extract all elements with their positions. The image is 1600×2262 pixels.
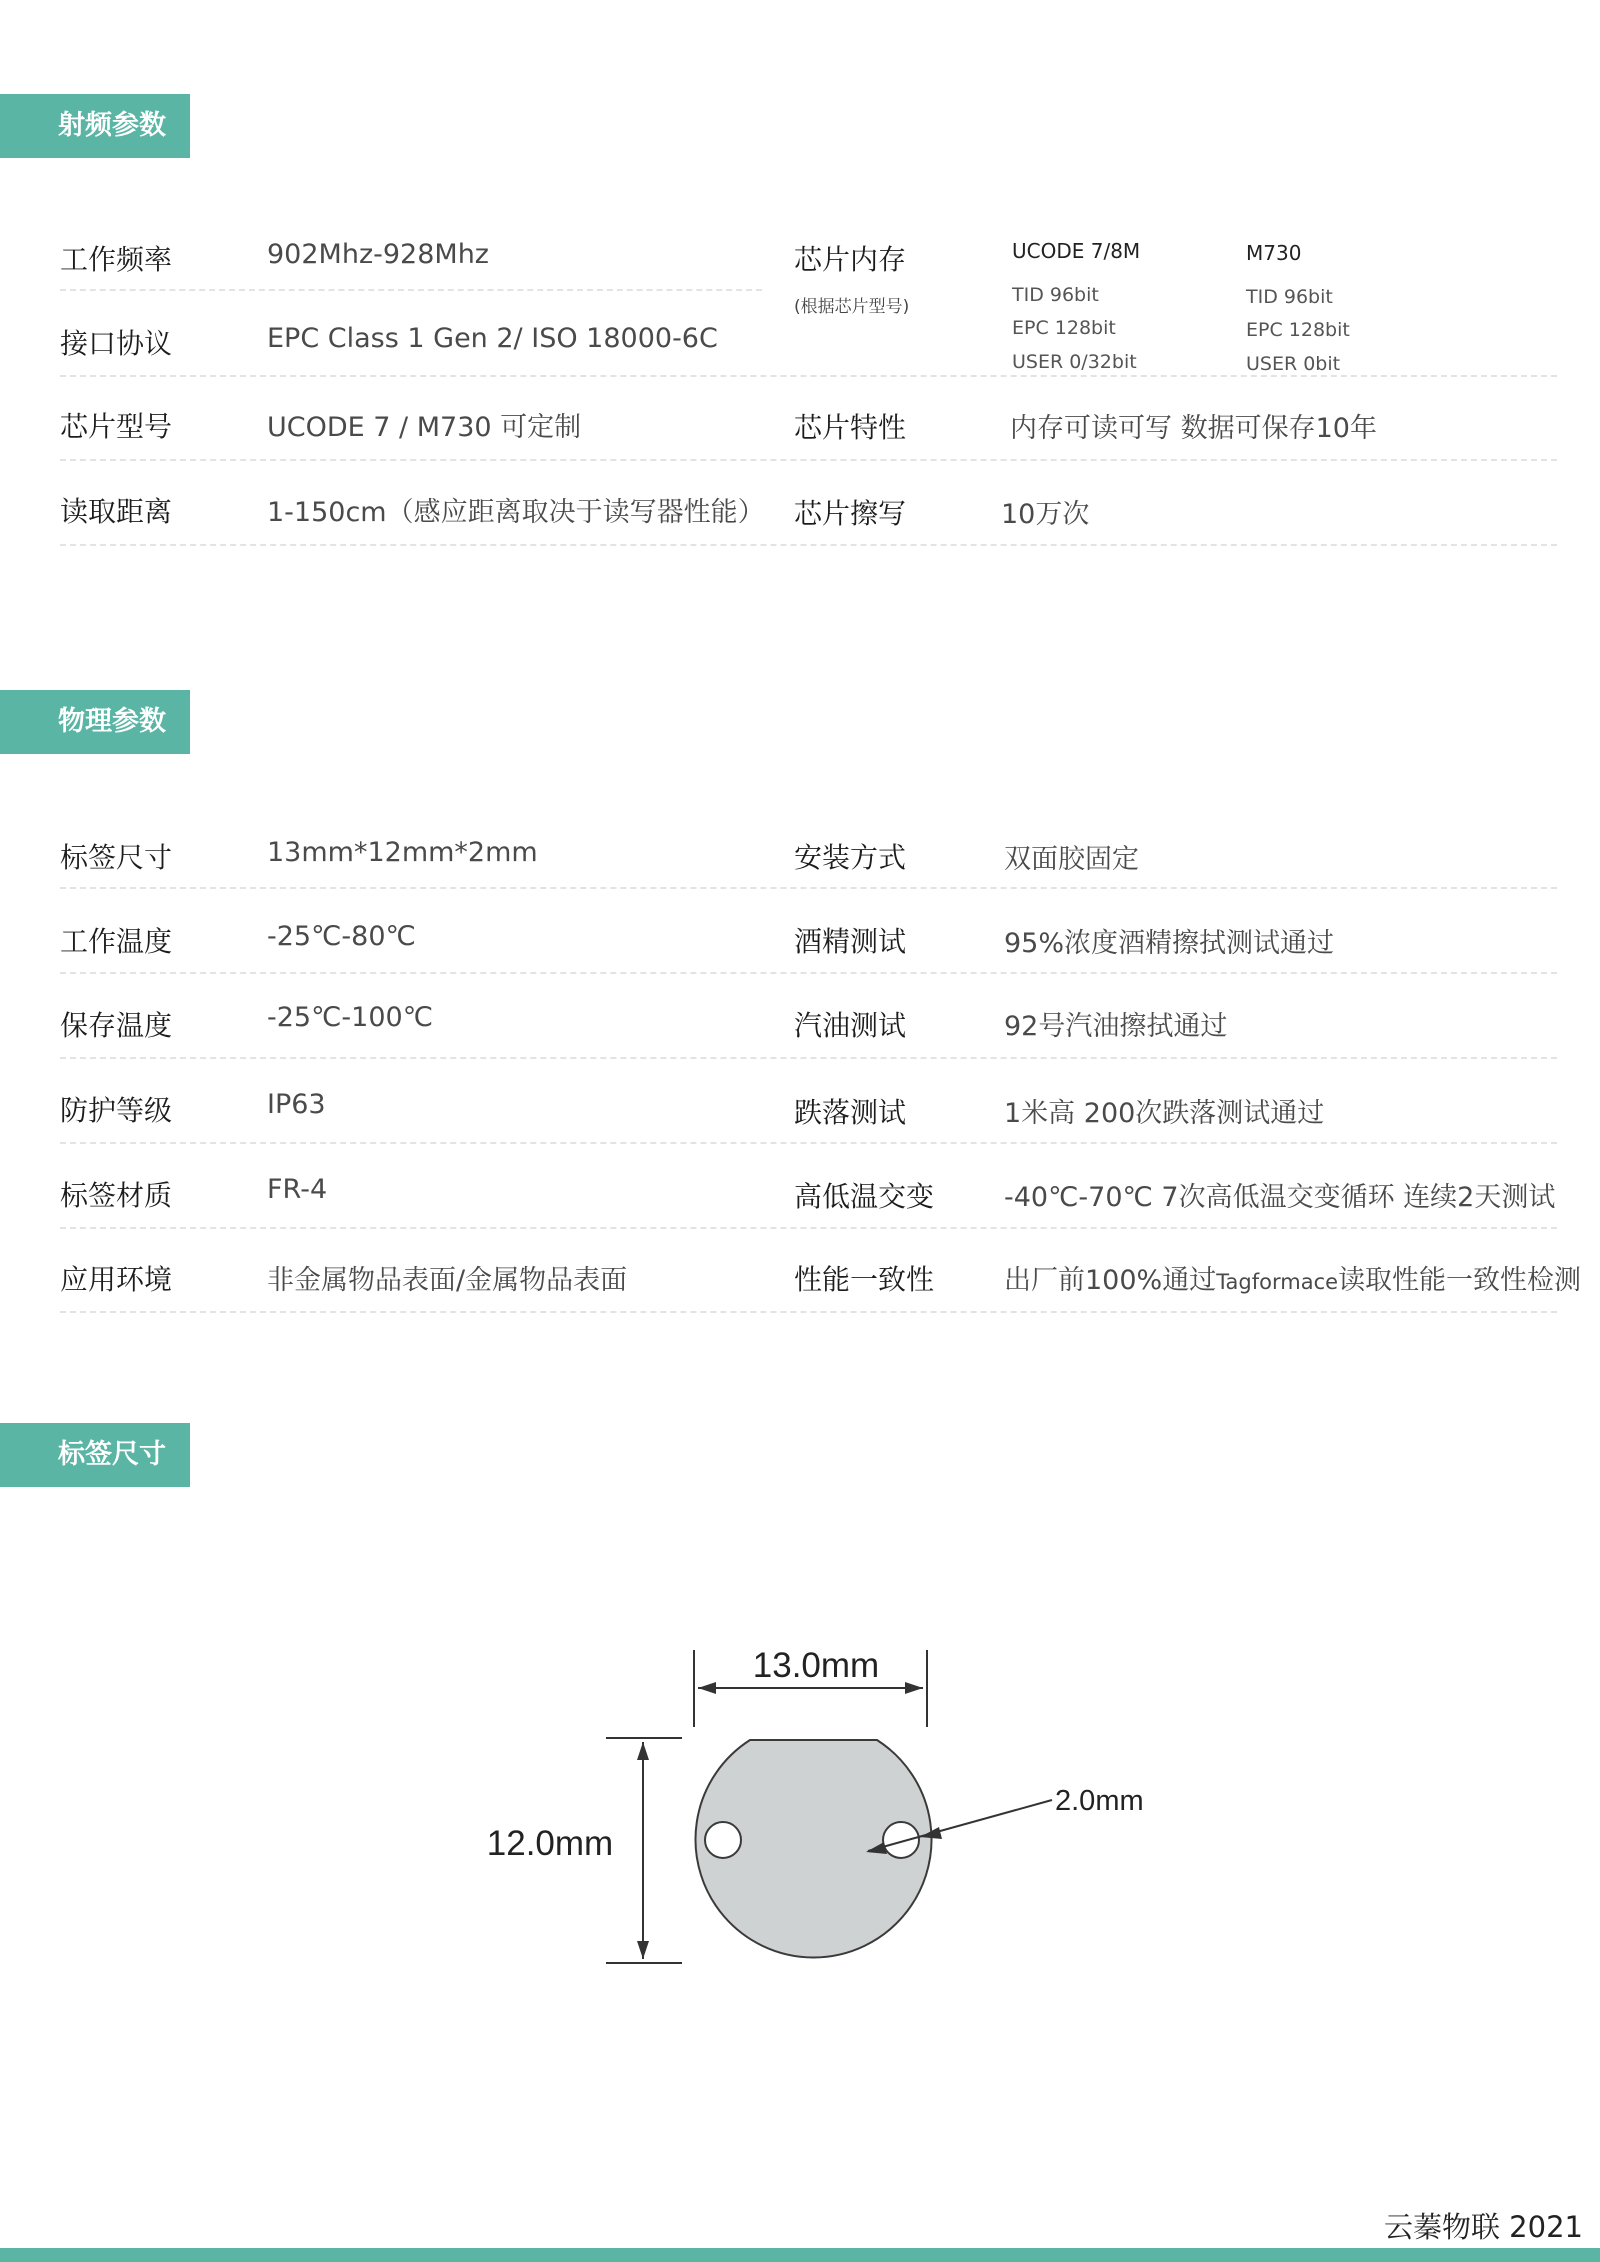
- rf-erase-value: 10万次: [1001, 499, 1090, 530]
- rf-erase-label: 芯片擦写: [794, 497, 907, 530]
- hole-right: [883, 1822, 919, 1858]
- height-label: 12.0mm: [486, 1824, 614, 1863]
- rf-memory-label: 芯片内存: [794, 243, 907, 276]
- rf-chip-model-label: 芯片型号: [60, 410, 173, 443]
- phys-temp-cycle-value: -40℃-70℃ 7次高低温交变循环 连续2天测试: [1004, 1182, 1556, 1213]
- memory-col2-head: M730: [1246, 241, 1302, 265]
- phys-consistency-label: 性能一致性: [794, 1263, 935, 1296]
- phys-alcohol-label: 酒精测试: [794, 925, 907, 958]
- phys-size-label: 标签尺寸: [60, 841, 173, 874]
- phys-store-temp-value: -25℃-100℃: [267, 1002, 434, 1033]
- phys-work-temp-label: 工作温度: [60, 925, 173, 958]
- phys-material-label: 标签材质: [60, 1179, 173, 1212]
- width-label: 13.0mm: [752, 1646, 880, 1685]
- phys-install-label: 安装方式: [794, 841, 907, 874]
- rf-memory-note: (根据芯片型号): [794, 297, 910, 317]
- width-arrow-left: [698, 1682, 716, 1694]
- section-tag-physical: 物理参数: [0, 690, 190, 754]
- phys-work-temp-value: -25℃-80℃: [267, 921, 416, 952]
- phys-size-value: 13mm*12mm*2mm: [267, 837, 538, 868]
- memory-col1-epc: EPC 128bit: [1012, 317, 1116, 339]
- hole-label: 2.0mm: [1055, 1785, 1144, 1817]
- rf-feature-value: 内存可读可写 数据可保存10年: [1010, 413, 1377, 444]
- phys-alcohol-value: 95%浓度酒精擦拭测试通过: [1004, 928, 1335, 959]
- hole-left: [705, 1822, 741, 1858]
- rf-protocol-label: 接口协议: [60, 327, 173, 360]
- rf-distance-value: 1-150cm（感应距离取决于读写器性能）: [267, 497, 765, 528]
- memory-col2-epc: EPC 128bit: [1246, 319, 1350, 341]
- rf-distance-label: 读取距离: [60, 495, 173, 528]
- rf-freq-value: 902Mhz-928Mhz: [267, 239, 489, 270]
- rf-freq-label: 工作频率: [60, 243, 173, 276]
- phys-drop-label: 跌落测试: [794, 1096, 907, 1129]
- phys-material-value: FR-4: [267, 1174, 328, 1205]
- phys-environment-value: 非金属物品表面/金属物品表面: [267, 1265, 628, 1296]
- rf-chip-model-value: UCODE 7 / M730 可定制: [267, 412, 582, 443]
- section-tag-size: 标签尺寸: [0, 1423, 190, 1487]
- height-arrow-top: [637, 1742, 649, 1760]
- memory-col2-user: USER 0bit: [1246, 353, 1341, 375]
- footer-brand-year: 云蓁物联 2021: [1383, 2210, 1583, 2244]
- consistency-prefix: 出厂前100%通过: [1004, 1265, 1217, 1296]
- memory-col1-tid: TID 96bit: [1012, 284, 1099, 306]
- phys-environment-label: 应用环境: [60, 1263, 173, 1296]
- consistency-brand: Tagformace: [1216, 1270, 1339, 1294]
- phys-store-temp-label: 保存温度: [60, 1009, 173, 1042]
- width-arrow-right: [905, 1682, 923, 1694]
- memory-col2-tid: TID 96bit: [1246, 286, 1333, 308]
- rf-protocol-value: EPC Class 1 Gen 2/ ISO 18000-6C: [267, 323, 718, 354]
- phys-temp-cycle-label: 高低温交变: [794, 1180, 935, 1213]
- section-tag-rf: 射频参数: [0, 94, 190, 158]
- rf-feature-label: 芯片特性: [794, 411, 907, 444]
- memory-col1-user: USER 0/32bit: [1012, 351, 1137, 373]
- phys-drop-value: 1米高 200次跌落测试通过: [1004, 1098, 1325, 1129]
- height-arrow-bottom: [637, 1941, 649, 1959]
- phys-gasoline-label: 汽油测试: [794, 1009, 907, 1042]
- phys-protection-value: IP63: [267, 1089, 326, 1120]
- phys-protection-label: 防护等级: [60, 1094, 173, 1127]
- phys-install-value: 双面胶固定: [1004, 844, 1139, 875]
- footer-bar: [0, 2248, 1600, 2262]
- consistency-suffix: 读取性能一致性检测: [1338, 1265, 1582, 1296]
- phys-gasoline-value: 92号汽油擦拭通过: [1004, 1011, 1228, 1042]
- memory-col1-head: UCODE 7/8M: [1012, 239, 1141, 263]
